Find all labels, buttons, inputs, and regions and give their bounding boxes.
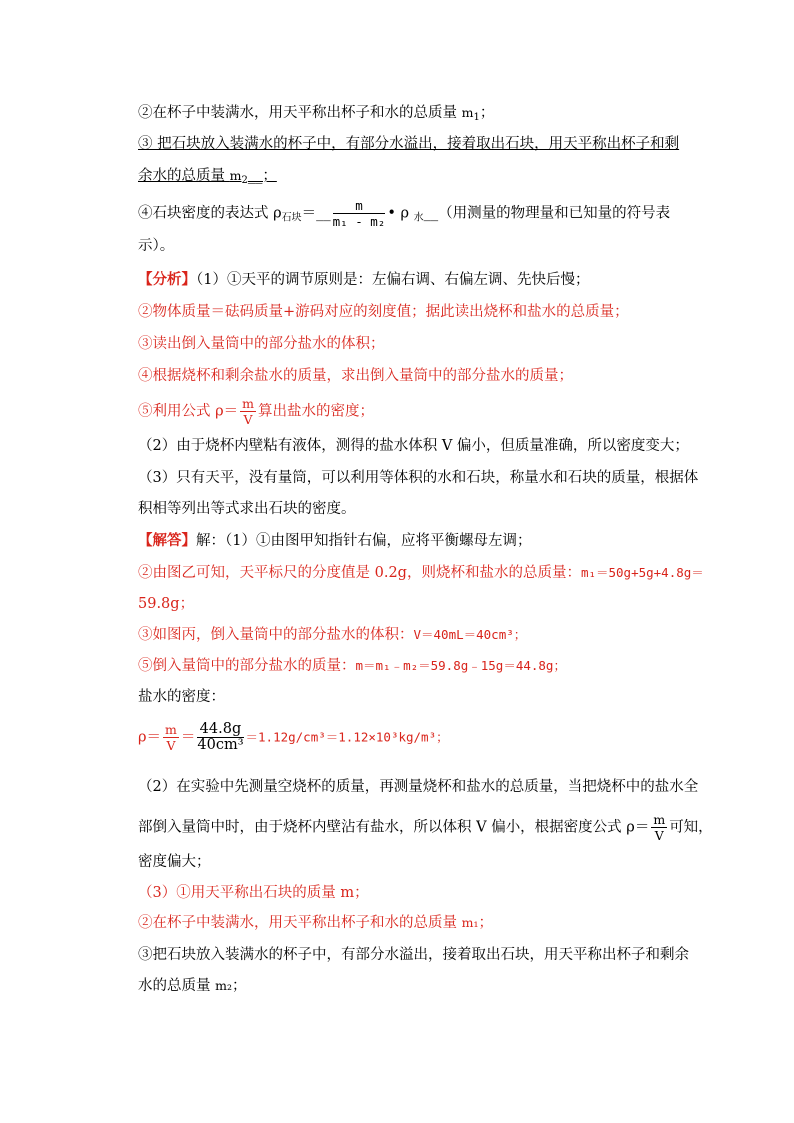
solution-14-var: m₂ — [215, 978, 232, 993]
step-3-cont-text: 余水的总质量 — [138, 168, 230, 184]
solution-13-text: ③把石块放入装满水的杯子中，有部分水溢出，接着取出石块，用天平称出杯子和剩余 — [138, 947, 689, 963]
question-step-3-cont — [138, 166, 277, 191]
analysis-4 — [138, 366, 573, 386]
solution-7-num-1: m — [165, 722, 177, 737]
solution-8-text: （2）在实验中先测量空烧杯的质量，再测量烧杯和盐水的总质量，当把烧杯中的盐水全 — [138, 779, 699, 795]
solution-7-rho: ρ＝ — [138, 729, 162, 746]
rho-water-sub: 水 — [413, 212, 424, 224]
analysis-1-text: （1）①天平的调节原则是：左偏右调、右偏左调、先快后慢； — [196, 272, 590, 288]
solution-12-var: m₁ — [461, 915, 479, 930]
analysis-5-fraction — [240, 396, 256, 427]
analysis-8 — [138, 499, 356, 519]
solution-14 — [138, 976, 246, 996]
solution-7-den-2: 40cm³ — [197, 737, 244, 753]
analysis-tag: 【分析】 — [138, 271, 196, 288]
solution-2 — [138, 563, 704, 583]
analysis-6 — [138, 436, 689, 456]
density-fraction-num: m — [333, 198, 386, 214]
solution-7-den-1: V — [166, 738, 176, 753]
step-2-text: ②在杯子中装满水，用天平称出杯子和水的总质量 — [138, 105, 462, 121]
question-step-2 — [138, 103, 494, 128]
solution-7-eq: ＝ — [180, 729, 196, 746]
solution-9-den: V — [654, 828, 664, 843]
solution-7-result: ＝1.12g/cm³＝1.12×10³kg/m³； — [245, 729, 449, 745]
solution-8 — [138, 777, 698, 797]
question-step-4-cont — [138, 236, 174, 256]
solution-1-text: 解：（1）①由图甲知指针右偏，应将平衡螺母左调； — [196, 533, 532, 549]
solution-2-formula: m₁＝50g+5g+4.8g＝ — [580, 565, 704, 580]
solution-1 — [138, 531, 531, 551]
step-3-cont-end: __； — [247, 168, 277, 184]
solution-4-text: ③如图丙，倒入量筒中的部分盐水的体积： — [138, 627, 414, 643]
analysis-7 — [138, 468, 698, 488]
solution-tag: 【解答】 — [138, 532, 196, 549]
solution-11 — [138, 883, 369, 903]
density-fraction — [333, 198, 386, 229]
step-4-rho: • ρ — [387, 205, 414, 222]
solution-7-fraction-2 — [197, 722, 243, 753]
solution-9-text: 部倒入量筒中时，由于烧杯内壁沾有盐水，所以体积 V 偏小，根据密度公式 ρ＝ — [138, 819, 650, 836]
step-4-text: ④石块密度的表达式 ρ — [138, 205, 282, 222]
analysis-3-text: ③读出倒入量筒中的部分盐水的体积； — [138, 336, 385, 352]
step-4-tail: __（用测量的物理量和已知量的符号表 — [423, 205, 671, 222]
analysis-3 — [138, 334, 385, 354]
analysis-2 — [138, 302, 629, 322]
solution-11-text: （3）①用天平称出石块的质量 m； — [138, 885, 369, 901]
solution-6-text: 盐水的密度： — [138, 689, 225, 705]
solution-3-text: 59.8g； — [138, 596, 195, 612]
density-fraction-den: m₁ - m₂ — [332, 214, 386, 229]
step-4-cont-text: 示）。 — [138, 238, 175, 254]
solution-5 — [138, 656, 566, 676]
step-4-eq: ＝__ — [301, 205, 331, 222]
analysis-5-den: V — [243, 412, 253, 427]
solution-13 — [138, 945, 689, 965]
analysis-5 — [138, 396, 374, 427]
solution-7 — [138, 722, 449, 753]
solution-12 — [138, 913, 493, 933]
solution-5-text: ⑤倒入量筒中的部分盐水的质量： — [138, 658, 356, 674]
var-m1-sub: 1 — [473, 112, 480, 123]
solution-2-text: ②由图乙可知，天平标尺的分度值是 0.2g，则烧杯和盐水的总质量： — [138, 565, 581, 581]
solution-12-end: ； — [478, 915, 493, 931]
solution-7-num-2: 44.8g — [197, 722, 243, 738]
solution-14-end: ； — [231, 978, 247, 994]
analysis-5-tail: 算出盐水的密度； — [258, 403, 374, 420]
solution-7-fraction-1 — [163, 722, 179, 753]
question-step-4 — [138, 198, 670, 229]
var-m2-sub: 2 — [241, 175, 248, 186]
solution-4 — [138, 625, 526, 645]
solution-3 — [138, 594, 194, 614]
var-m1: m — [461, 105, 474, 120]
solution-12-text: ②在杯子中装满水，用天平称出杯子和水的总质量 — [138, 915, 462, 931]
analysis-7-text: （3）只有天平，没有量筒，可以利用等体积的水和石块，称量水和石块的质量，根据体 — [138, 470, 699, 486]
solution-6 — [138, 687, 225, 707]
solution-10-text: 密度偏大； — [138, 854, 211, 870]
analysis-5-text: ⑤利用公式 ρ＝ — [138, 403, 239, 420]
step-3-text: ③ 把石块放入装满水的杯子中，有部分水溢出，接着取出石块，用天平称出杯子和剩 — [138, 136, 680, 152]
analysis-2-text: ②物体质量＝砝码质量+游码对应的刻度值；据此读出烧杯和盐水的总质量； — [138, 304, 629, 320]
solution-9-num: m — [653, 812, 666, 827]
solution-9-tail: 可知， — [669, 819, 713, 836]
analysis-5-num: m — [242, 396, 254, 411]
analysis-4-text: ④根据烧杯和剩余盐水的质量，求出倒入量筒中的部分盐水的质量； — [138, 368, 573, 384]
solution-14-text: 水的总质量 — [138, 978, 216, 994]
analysis-8-text: 积相等列出等式求出石块的密度。 — [138, 501, 356, 517]
var-m2: m — [229, 168, 242, 183]
solution-5-formula: m＝m₁﹣m₂＝59.8g﹣15g＝44.8g； — [355, 658, 566, 673]
analysis-6-text: （2）由于烧杯内壁粘有液体，测得的盐水体积 V 偏小，但质量准确，所以密度变大； — [138, 438, 689, 454]
rho-stone-sub: 石块 — [281, 212, 302, 224]
solution-9-fraction — [651, 812, 667, 843]
solution-4-formula: V＝40mL＝40cm³； — [413, 627, 527, 642]
step-2-end: ； — [479, 105, 495, 121]
solution-10 — [138, 852, 211, 872]
question-step-3 — [138, 134, 679, 154]
analysis-1 — [138, 270, 589, 290]
solution-9 — [138, 812, 713, 843]
